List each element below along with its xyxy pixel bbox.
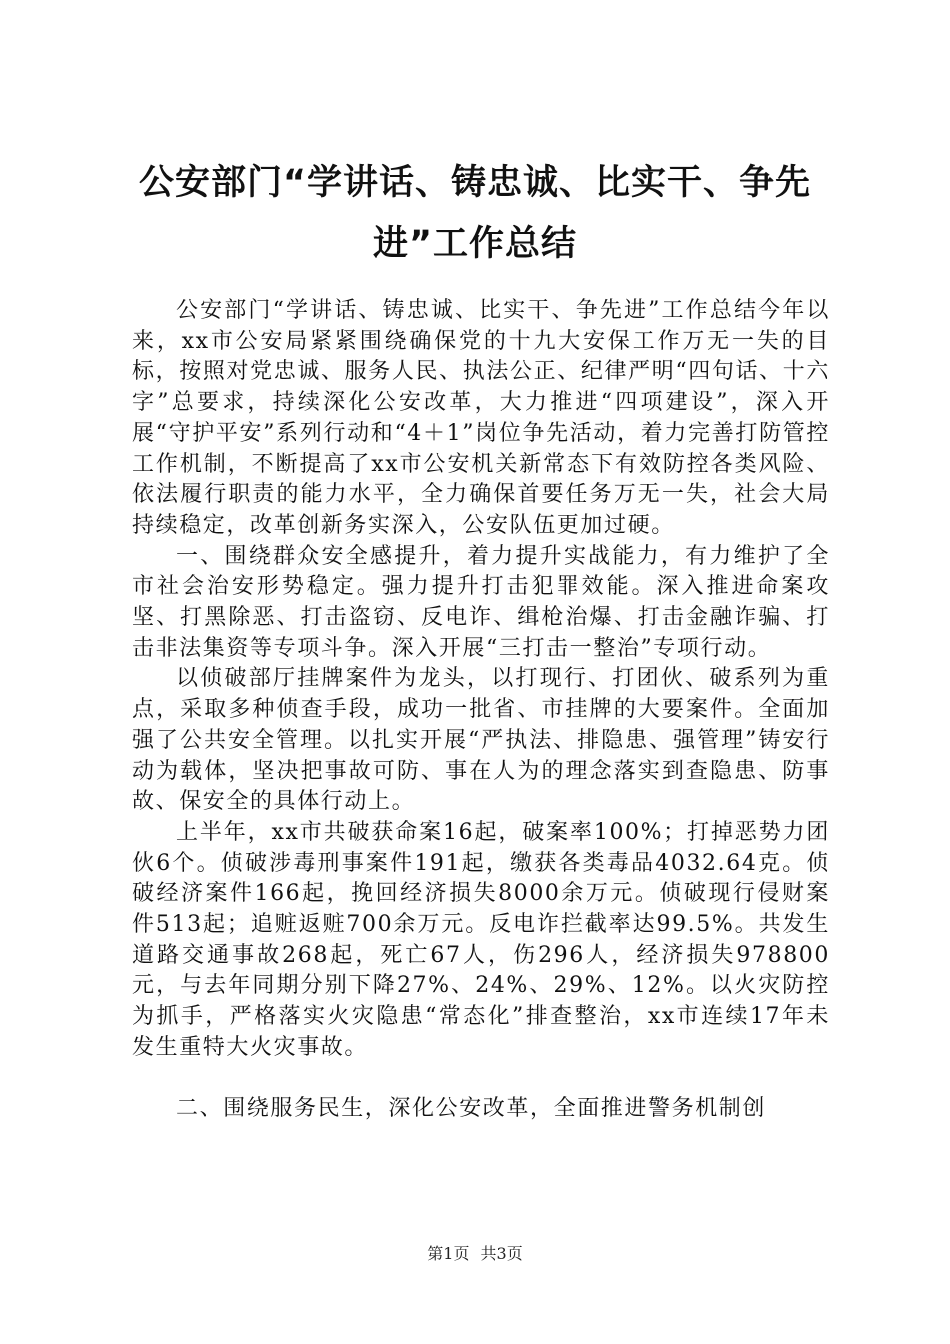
page-total: 共3页 <box>480 1244 523 1263</box>
document-body <box>132 296 830 1124</box>
paragraph-case-solving: 以侦破部厅挂牌案件为龙头，以打现行、打团伙、破系列为重点，采取多种侦查手段，成功一批省、市挂牌的大要案件。全面加强了公共安全管理。以扎实开展“严执法、排隐患、强管理”铸安行动为载体，坚决把事故可防、事在人为的理念落实到查隐患、防事故、保安全的具体行动上。 <box>132 666 830 815</box>
document-title-line-2: 进”工作总结 <box>372 224 577 264</box>
paragraph-statistics: 上半年，xx市共破获命案16起，破案率100%；打掉恶势力团伙6个。侦破涉毒刑事案件191起，缴获各类毒品4032.64克。侦破经济案件166起，挽回经济损失8000余万元。侦破现行侵财案件513起；追赃返赃700余万元。反电诈拦截率达99.5%。共发生道路交通事故268起，死亡67人，伤296人，经济损失978800元，与去年同期分别下降27%、24%、29%、12%。以火灾防控为抓手，严格落实火灾隐患“常态化”排查整治，xx市连续17年未发生重特大火灾事故。 <box>132 819 830 1060</box>
document-title-line-1: 公安部门“学讲话、铸忠诚、比实干、争先 <box>138 163 811 203</box>
page-footer <box>0 1244 950 1264</box>
page-number: 第1页 <box>427 1244 470 1263</box>
paragraph-section-one: 一、围绕群众安全感提升，着力提升实战能力，有力维护了全市社会治安形势稳定。强力提升打击犯罪效能。深入推进命案攻坚、打黑除恶、打击盗窃、反电诈、缉枪治爆、打击金融诈骗、打击非法集资等专项斗争。深入开展“三打击一整治”专项行动。 <box>132 543 830 661</box>
paragraph-intro: 公安部门“学讲话、铸忠诚、比实干、争先进”工作总结今年以来，xx市公安局紧紧围绕确保党的十九大安保工作万无一失的目标，按照对党忠诚、服务人民、执法公正、纪律严明“四句话、十六字”总要求，持续深化公安改革，大力推进“四项建设”，深入开展“守护平安”系列行动和“4＋1”岗位争先活动，着力完善打防管控工作机制，不断提高了xx市公安机关新常态下有效防控各类风险、依法履行职责的能力水平，全力确保首要任务万无一失，社会大局持续稳定，改革创新务实深入，公安队伍更加过硬。 <box>132 298 830 538</box>
paragraph-section-two: 二、围绕服务民生，深化公安改革，全面推进警务机制创 <box>176 1095 767 1121</box>
